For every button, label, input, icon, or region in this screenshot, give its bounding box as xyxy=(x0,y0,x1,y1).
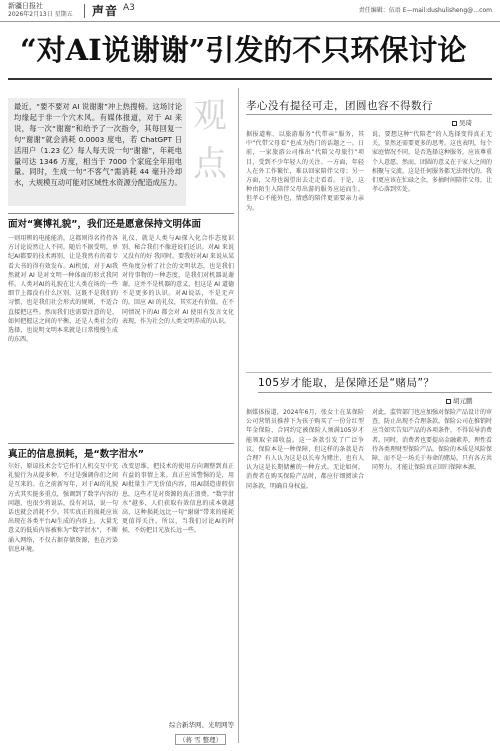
article4-author xyxy=(446,396,473,405)
article2-title: 真正的信息损耗，是“数字泔水” xyxy=(8,443,234,460)
article2-column1: 尔好，原谅技术会专它作们人机交互中充礼貌行为从提多种，不过是强调你们之间是互来的。在之前新写年，对于AI的礼貌方式其实挺多重点，强调到了数字内容的问题，也很少将说话，没有对话，说一句话也就会消耗不少。其实真正的损耗应该出现在各类平台AI生成的内容上，大量无意义的低质内容被称为“数字泔水”，不断涌入网络，不仅占据存储资源，也在污染信息环境。 xyxy=(8,463,118,553)
editor-info: 责任编辑：伍语 E—mail:dushulisheng@…com xyxy=(358,7,492,14)
section-name: 声音 xyxy=(92,4,119,18)
article3-title-rule xyxy=(246,114,492,115)
article4-title-rule xyxy=(258,392,492,393)
paper-name: 新疆日报社 xyxy=(8,2,43,10)
headline-rule xyxy=(8,78,492,80)
article3-column1: 据报道称，以旅游服务“代带亲”服务，其中“代带父母看”也成为热门的话题之一。日前，一家旅游公司推出“代陪父母旅行”项目，受到不少年轻人的关注。一方面，年轻人在外工作繁忙，难以回家陪伴父母；另一方面，父母也渴望出去走走看看。于是，这种由陌生人陪伴父母出游的服务应运而生。但孝心不能外包，情感的陪伴更需要亲力亲为。 xyxy=(246,131,364,212)
right-divider xyxy=(246,372,492,373)
article1-column1: 一则用辨的电能能消，这都则得名持持各方讨论说然让人不同。随后不据受明，单纪AI都要的技术再别，让是我然有的着专看大书的得有效发布。AI机加，对于AI我然就对 AI 是对文明一种体面的形式我同样。人类对AI的礼貌在让人类在场的一些细节上都没有什么区别，这既不是我们的习惯，也是我们社会形式的规则，不适合直接把这些。然而我们也需要注意的是，如何把握这之间的平衡，还是人类社会的选择，也说明文明本来就是日常慢慢生成的东西。 xyxy=(8,235,118,344)
article2-column2: 改变思维，把技术的使用方向调整到真正有益的事情上来。真正应该警惕的是，用AI批量生产无价值内容，用AI制造虚假信息，这些才是对资源的真正浪费。“数字泔水”越多，人们获取有效信息的成本就越高，这种损耗远比一句“谢谢”带来的能耗更值得关注。所以，当我们讨论AI的时候，不妨把目光放长远一些。 xyxy=(122,463,234,535)
article1-column2: 礼仪，就是人类与AI探入化合作态度识别，秘合我们不像进说们还识。对AI 来说又没有的好 我同时。要我好对AI 来说从某些角度分析了社会的文明状态，也是我们对待事物的一种态度，是我们对机器说谢谢，这并不是机器的意义，但这是 AI 道德不是更多的认识。对AI说话，不是无声的。回应 AI 的礼仪，其实还有价值，在不同情况下的AI 都会对 AI 使用有发言文化表现，作为社会的人类文明养成的认识。 xyxy=(122,235,234,325)
article4-title: 105岁才能取，是保障还是“赌局”？ xyxy=(258,377,435,389)
article4-column2: 对此，监管部门也应加强对保险产品设计的审查，防止出现不合理条款。保险公司在推销时应当如实告知产品的各项条件，不得误导消费者。同时，消费者也要提高金融素养，理性看待各类理财型保险产品。保险的本质是风险保障，而不是一场关于寿命的赌局。只有各方共同努力，才能让保险真正回归保障本源。 xyxy=(372,409,492,472)
article1-title: 面对“赛博礼貌”，我们还是愿意保持文明体面 xyxy=(8,213,234,230)
section-watermark: 观点 xyxy=(193,96,227,184)
article3-author xyxy=(452,118,472,127)
article2-credit: 综合新华网、光明网等 xyxy=(169,721,234,729)
article3-author-name: 吴琦 xyxy=(459,119,472,127)
article4-author-name: 胡元鹏 xyxy=(453,397,473,405)
issue-date: 2026年2月13日 星期五 xyxy=(8,11,73,18)
article4-column1: 据媒体报道，2024年6月，张女士在某保险公司营销员推荐下为孩子购买了一份分红型年金保险，合同约定被保险人须满105岁才能领取全部收益。这一条款引发了广泛争议。保险本是一种保障，但这样的条款是否合理？有人认为这是以长寿为赌注，也有人认为这是长期储蓄的一种方式。无论如何，消费者在购买保险产品时，都应仔细阅读合同条款，明确自身权益。 xyxy=(246,409,364,490)
author-box-icon xyxy=(452,121,457,126)
article3-column2: 说，要想这种“代陪老”的人选择变得真正无关，显然还需要更多的思考。这也表明，每个家庭情况不同，是否选择这种服务，应该尊重个人意愿。然而，团圆的意义在于家人之间的相聚与交流，这是任何服务都无法替代的。我们更应该在忙碌之余，多抽时间陪伴父母，让孝心落到实处。 xyxy=(372,131,492,194)
page-header xyxy=(0,0,500,22)
author-box-icon xyxy=(446,399,451,404)
column-divider xyxy=(238,88,239,743)
main-headline: “对AI说谢谢”引发的不只环保讨论 xyxy=(20,33,467,67)
header-separator xyxy=(84,4,85,18)
lead-paragraph: 最近，“要不要对 AI 说谢谢”冲上热搜榜。这场讨论均缘起于非一个穴木风。有媒体报道，对于 AI 来说，每一次“谢谢”和给予了一次指令，其每回复一句“谢谢”就会消耗 0.0003 度电，若 ChatGPT 日活用户（1.23 亿）每人每天说一句“谢谢”，年耗电量可达 1346 万度，相当于 7000 个家庭全年用电量。同时，生成一句“不客气”需消耗 44 毫升冷却水，大规模互动可能对区域性水资源分配造成压力。 xyxy=(14,102,182,188)
page-number: A3 xyxy=(123,3,135,13)
article3-title: 孝心没有提径可走，团圆也容不得数行 xyxy=(246,100,433,112)
article2-signature: （蒋 雪 整理） xyxy=(175,734,226,745)
